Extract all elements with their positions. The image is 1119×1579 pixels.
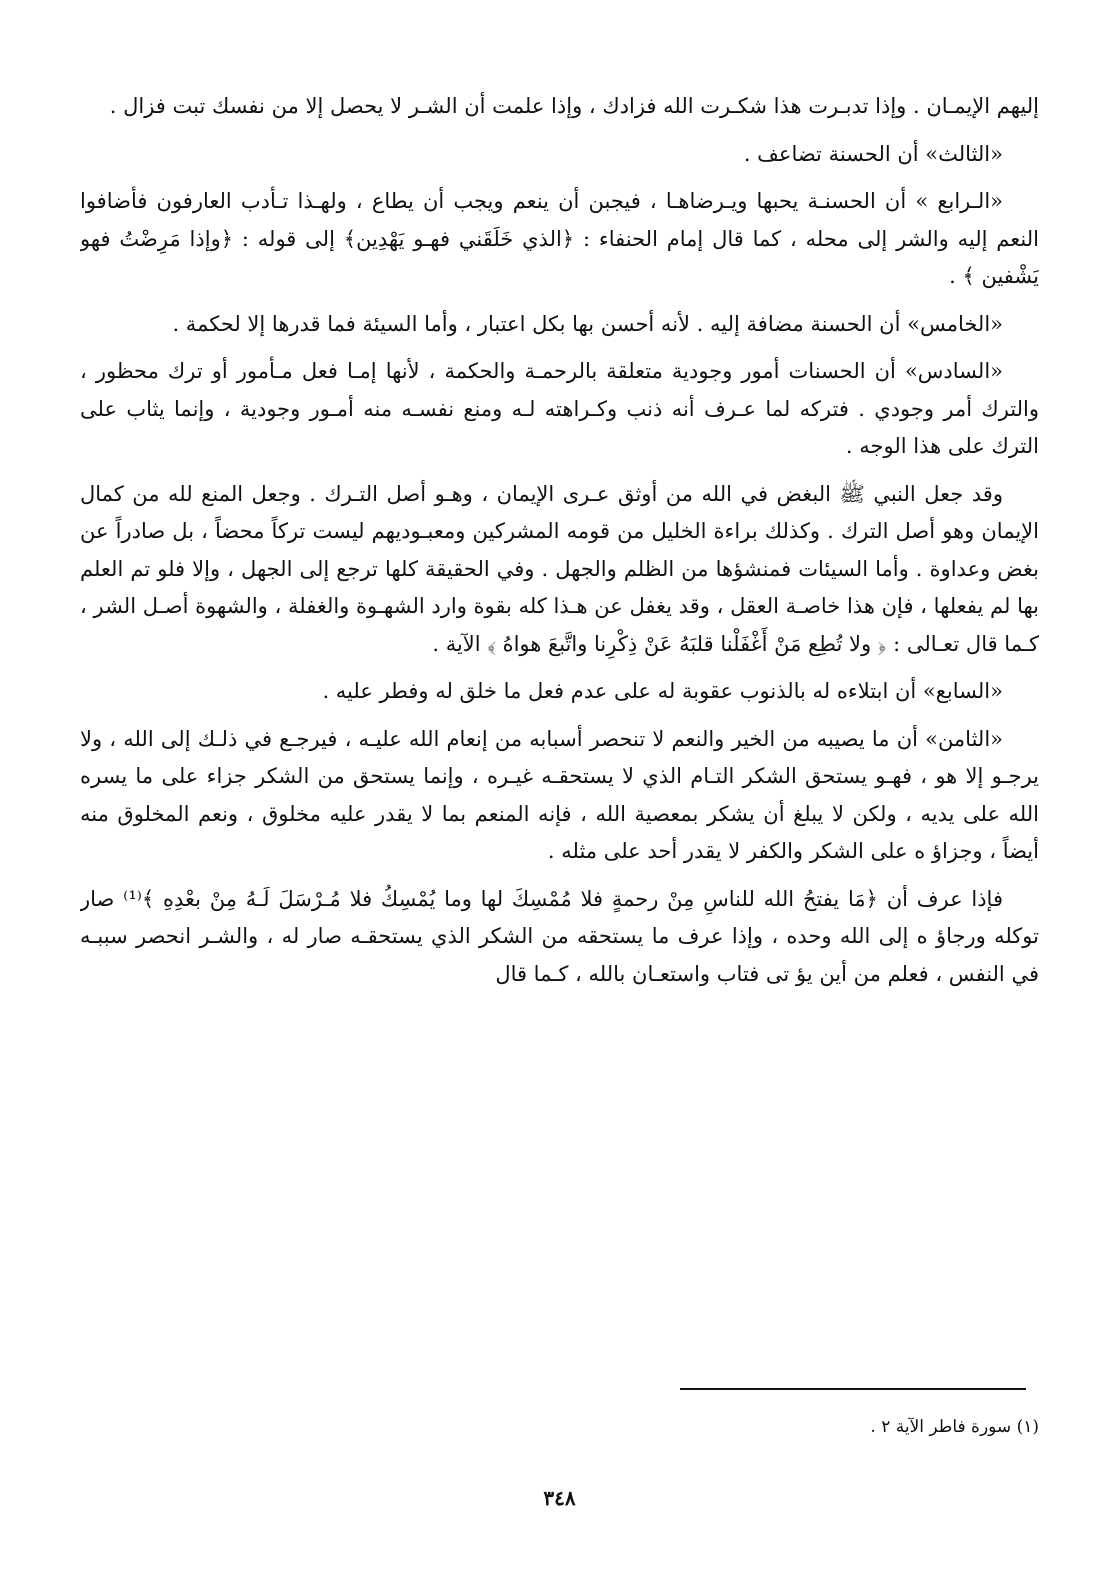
- paragraph-3: «الـرابع » أن الحسنـة يحبها ويـرضاهـا ، فيجبن أن ينعم ويجب أن يطاع ، ولهـذا تـأدب العارفون فأضافوا النعم إليه والشر إلى محله ، كما قال إمام الحنفاء : ﴿الذي خَلَقَني فهـو يَهْدِين﴾ إلى قوله : ﴿وإذا مَرِضْتُ فهو يَشْفين ﴾ .: [80, 189, 1039, 288]
- paragraph-6: وقد جعل النبي ﷺ البغض في الله من أوثق عـرى الإيمان ، وهـو أصل التـرك . وجعل المنع لله من كمال الإيمان وهو أصل الترك . وكذلك براءة الخليل من قومه المشركين ومعبـوديهم ليست تركاً محضاً ، بل صادراً عن بغض وعداوة . وأما السيئات فمنشؤها من الظلم والجهل . وفي الحقيقة كلها ترجع إلى الجهل ، وإلا فلو تم العلم بها لم يفعلها ، فإن هذا خاصـة العقل ، وقد يغفل عن هـذا كله بقوة وارد الشهـوة والغفلة ، والشهوة أصـل الشر ، كـما قال تعـالى : ﴿ ولا تُطِع مَنْ أَغْفَلْنا قلبَهُ عَنْ ذِكْرِنا واتَّبعَ هواهُ ﴾ الآية .: [80, 481, 1039, 656]
- paragraph-4: «الخامس» أن الحسنة مضافة إليه . لأنه أحسن بها بكل اعتبار ، وأما السيئة فما قدرها إلا لحكمة .: [172, 311, 1003, 336]
- paragraph-5: «السادس» أن الحسنات أمور وجودية متعلقة بالرحمـة والحكمة ، لأنها إمـا فعل مـأمور أو ترك محظور ، والترك أمر وجودي . فتركه لما عـرف أنه ذنب وكـراهته لـه ومنع نفسـه منه أمـور وجودية ، وإنما يثاب على الترك على هذا الوجه .: [80, 359, 1039, 458]
- paragraph-9: فإذا عرف أن ﴿مَا يفتحُ الله للناسِ مِنْ رحمةٍ فلا مُمْسِكَ لها وما يُمْسِكُ فلا مُـرْسَلَ لَـهُ مِنْ بعْدِهِ ﴾⁽¹⁾ صار توكله ورجاؤ ه إلى الله وحده ، وإذا عرف ما يستحقه من الشكر الذي يستحقـه صار له ، والشـر انحصر سببـه في النفس ، فعلم من أين يؤ تى فتاب واستعـان بالله ، كـما قال: [80, 886, 1039, 986]
- main-text: [80, 88, 1039, 1343]
- footnote: (١) سورة فاطر الآية ٢ .: [870, 1417, 1039, 1437]
- paragraph-7: «السابع» أن ابتلاءه له بالذنوب عقوبة له على عدم فعل ما خلق له وفطر عليه .: [322, 679, 1003, 703]
- paragraph-2: «الثالث» أن الحسنة تضاعف .: [743, 141, 1003, 166]
- footnote-divider: [680, 1388, 1026, 1390]
- paragraph-1: إليهم الإيمـان . وإذا تدبـرت هذا شكـرت الله فزادك ، وإذا علمت أن الشـر لا يحصل إلا من نفسك تبت فزال .: [109, 94, 1039, 118]
- page-number: ٣٤٨: [543, 1486, 576, 1510]
- paragraph-8: «الثامن» أن ما يصيبه من الخير والنعم لا تنحصر أسبابه من إنعام الله عليـه ، فيرجـع في ذلـك إلى الله ، ولا يرجـو إلا هو ، فهـو يستحق الشكر التـام الذي لا يستحقـه غيـره ، وإنما يستحق من الشكر جزاء على ما يسره الله على يديه ، ولكن لا يبلغ أن يشكر بمعصية الله ، فإنه المنعم بما لا يقدر عليه مخلوق ، ونعم المخلوق منه أيضاً ، وجزاؤ ه على الشكر والكفر لا يقدر أحد على مثله .: [80, 726, 1039, 863]
